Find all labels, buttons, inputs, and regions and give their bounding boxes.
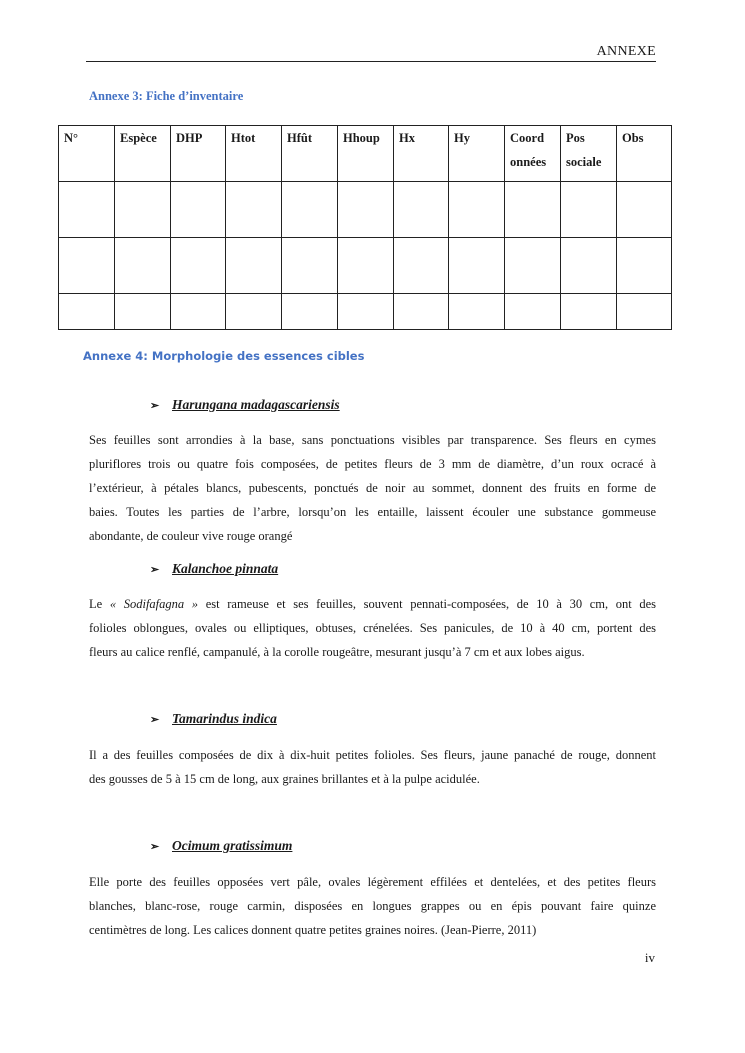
table-row <box>59 294 672 330</box>
running-header: ANNEXE <box>596 44 656 59</box>
table-cell <box>282 294 338 330</box>
table-cell <box>115 238 171 294</box>
table-row <box>59 182 672 238</box>
table-cell <box>115 182 171 238</box>
inventory-table <box>58 125 672 330</box>
table-row <box>59 238 672 294</box>
table-cell <box>338 182 394 238</box>
table-cell <box>561 238 617 294</box>
col-header: Hx <box>394 126 449 182</box>
table-cell <box>449 238 505 294</box>
table-cell <box>617 238 672 294</box>
table-cell <box>59 294 115 330</box>
table-cell <box>338 238 394 294</box>
table-cell <box>59 238 115 294</box>
page-number: iv <box>644 950 655 965</box>
species-description: Ses feuilles sont arrondies à la base, sans ponctuations visibles par transparence. Ses fleurs en cymes pluriflores trois ou quatre fois composées, de petites fleurs de 3 mm de diamètre, d’un roux ocracé à l’extérieur, à pétales blancs, pubescents, ponctués de noir au sommet, donnent des fruits en forme de baies. Toutes les parties de l’arbre, lorsqu’on les entaille, laissent écouler une substance gommeuse abondante, de couleur vive rouge orangé <box>89 433 656 543</box>
table-cell <box>449 294 505 330</box>
species-name: Tamarindus indica <box>172 711 277 726</box>
col-header: Espèce <box>115 126 171 182</box>
col-header: Coord onnées <box>505 126 561 182</box>
table-cell <box>226 294 282 330</box>
col-header: Hy <box>449 126 505 182</box>
table-cell <box>394 238 449 294</box>
col-header: N° <box>59 126 115 182</box>
table-cell <box>282 182 338 238</box>
table-cell <box>505 182 561 238</box>
arrow-bullet-icon: ➢ <box>150 714 160 726</box>
table-cell <box>505 294 561 330</box>
species-heading <box>150 711 277 727</box>
table-cell <box>505 238 561 294</box>
col-header: Pos sociale <box>561 126 617 182</box>
species-heading <box>150 397 340 413</box>
col-header: Obs <box>617 126 672 182</box>
header-rule <box>86 61 656 62</box>
arrow-bullet-icon: ➢ <box>150 841 160 853</box>
table-cell <box>226 182 282 238</box>
table-cell <box>115 294 171 330</box>
table-cell <box>449 182 505 238</box>
table-cell <box>394 182 449 238</box>
table-cell <box>171 294 226 330</box>
annexe4-title: Annexe 4: Morphologie des essences cibles <box>83 349 365 363</box>
arrow-bullet-icon: ➢ <box>150 400 160 412</box>
annexe3-title: Annexe 3: Fiche d’inventaire <box>89 89 244 103</box>
table-cell <box>561 294 617 330</box>
table-cell <box>617 294 672 330</box>
table-cell <box>171 238 226 294</box>
species-description: Elle porte des feuilles opposées vert pâle, ovales légèrement effilées et dentelées, et des petites fleurs blanches, blanc-rose, rouge carmin, disposées en longues grappes ou en épis pouvant faire quinze centimètres de long. Les calices donnent quatre petites graines noires. (Jean-Pierre, 2011) <box>89 875 656 937</box>
col-header: Hfût <box>282 126 338 182</box>
table-cell <box>617 182 672 238</box>
table-cell <box>561 182 617 238</box>
table-cell <box>282 238 338 294</box>
arrow-bullet-icon: ➢ <box>150 564 160 576</box>
table-cell <box>59 182 115 238</box>
species-name: Kalanchoe pinnata <box>172 561 279 576</box>
table-cell <box>394 294 449 330</box>
species-heading <box>150 561 278 577</box>
col-header: Hhoup <box>338 126 394 182</box>
species-description: Le « Sodifafagna » est rameuse et ses feuilles, souvent pennati-composées, de 10 à 30 cm, ont des folioles oblongues, ovales ou elliptiques, obtuses, crénelées. Ses panicules, de 10 à 40 cm, portent des fleurs au calice renflé, campanulé, à la corolle rougeâtre, mesurant jusqu’à 7 cm et aux lobes aigus. <box>89 597 657 659</box>
species-description: Il a des feuilles composées de dix à dix-huit petites folioles. Ses fleurs, jaune panaché de rouge, donnent des gousses de 5 à 15 cm de long, aux graines brillantes et à la pulpe acidulée. <box>89 748 656 786</box>
species-heading <box>150 838 292 854</box>
species-name: Harungana madagascariensis <box>172 397 340 412</box>
table-cell <box>171 182 226 238</box>
species-name: Ocimum gratissimum <box>172 838 293 853</box>
table-header-row <box>59 126 672 182</box>
col-header: Htot <box>226 126 282 182</box>
table-cell <box>338 294 394 330</box>
col-header: DHP <box>171 126 226 182</box>
table-cell <box>226 238 282 294</box>
